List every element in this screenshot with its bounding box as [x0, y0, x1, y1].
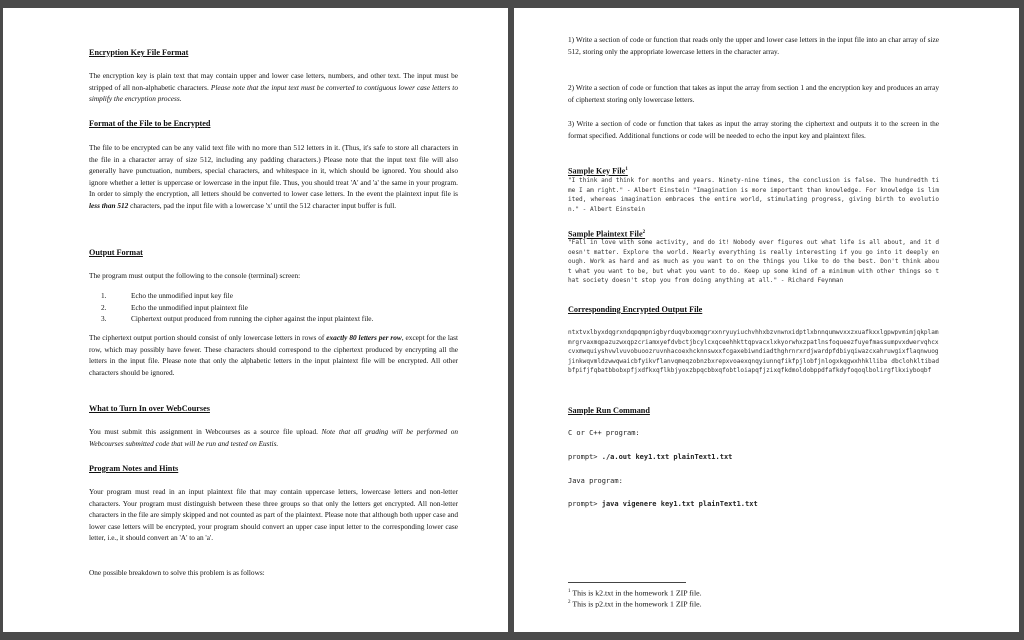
- encrypted-output-file-text: ntxtvxlbyxdqgrxndqpqmpnigbyrduqvbxxmqgrxxnryuyiuchvhhxbzvnwnxidptlxbnnqumwvxxzxuafkxxlgpwpvmimjqkplammrgrvaxmqpazuzwxqpzcriamxyefdvbctjbcylcxqceehhkttqpvacxlxkyorwhxzpatlnsfoqueezfuyefmassumpvxdwervqhcxcvxmwquiyshvwlvuvobuoozruvnhacoexhcknnswxxfcgaxebiwndiadthghrnrxrdjwardpfdbiyqiwazcxahruwgixflaqnwuogjinkwqvmldzwwqwaicbfyikvflanvqmeqzobnzbxrepxvoaexqnqyiunnqfikfpjlobfjnlogxkqgwxhhklliba dbclohkltibadbfpifjfqbatbbobxpfjxdfkxqflkbjyoxzbpqcbbxqfobtloiapqfjzixqfkdmoldobppdfafkdyfoqoqlbolirgflkxiyboqbf: [568, 329, 939, 375]
- run-java-label: Java program:: [568, 477, 623, 485]
- heading-sample-key-file: Sample Key File$^1$: [568, 166, 628, 176]
- heading-encrypted-output-file: Corresponding Encrypted Output File: [568, 305, 703, 314]
- document-page-left: [3, 8, 508, 632]
- paragraph-key-file-format: The encryption key is plain text that may contain upper and lower case letters, numbers, and other text. The input must be stripped of all non-alphabetic characters. Please note that the input text must be converted to contiguous lower case letters to simplify the encryption process.: [89, 71, 458, 104]
- paragraph-output-format: The program must output the following to the console (terminal) screen:: [89, 271, 301, 280]
- paragraph-file-format: The file to be encrypted can be any valid text file with no more than 512 letters in it. (Thus, it's safe to store all characters in the file in a character array of size 512, including any padding characters.) Please note that the input text file will also generally have punctuation, numbers, special characters, and whitespace in it, which should be ignored. You should also ignore whether a letter is uppercase or lowercase in the input file. Thus, you should treat 'A' and 'a' the same in your program. In order to simply the encryption, all letters should be converted to lower case letters. In the event the plaintext input file is less than 512 characters, pad the input file with a lowercase 'x' until the 512 character input buffer is full.: [89, 143, 458, 210]
- sample-plaintext-file-text: "Fall in love with some activity, and do it! Nobody ever figures out what life is all about, and it doesn't matter. Explore the world. Nearly everything is really interesting if you go into it deeply enough. Work as hard and as much as you want to on the things you like to do the best. Don't think about what you want to be, but what you want to do. Keep up some kind of a minimum with other things so that society doesn't stop you from doing anything at all." - Richard Feynman: [568, 239, 939, 285]
- run-c-label: C or C++ program:: [568, 429, 640, 437]
- footnote-1: $^1$ This is k2.txt in the homework 1 ZIP file.: [568, 588, 702, 598]
- paragraph-turn-in: You must submit this assignment in Webcourses as a source file upload. Note that all grading will be performed on Webcourses submitted code that will be run and tested on Eustis.: [89, 427, 458, 448]
- heading-sample-plaintext-file: Sample Plaintext File$^2$: [568, 229, 646, 239]
- footnote-separator: [568, 582, 686, 583]
- list-item: 1. Echo the unmodified input key file: [101, 291, 233, 300]
- document-page-right: [514, 8, 1019, 632]
- heading-turn-in: What to Turn In over WebCourses: [89, 404, 210, 413]
- heading-program-notes: Program Notes and Hints: [89, 464, 179, 473]
- paragraph-program-notes: Your program must read in an input plaintext file that may contain uppercase letters, lowercase letters and non-letter characters. Your program must distinguish between these three groups so that only the letters get encrypted. All non-letter characters in the file are simply skipped and not counted as part of the plaintext. Please note that although both upper case and lower case letters will be encrypted, your program should convert an upper case input letter to the corresponding lower case letter, i.e., it should convert an 'A' to an 'a'.: [89, 487, 458, 543]
- paragraph-ciphertext: The ciphertext output portion should consist of only lowercase letters in rows of exactly 80 letters per row, except for the last row, which may possibly have fewer. These characters should correspond to the ciphertext produced by encrypting all the letters in the input file. Please note that only the alphabetic letters in the input plaintext file will be encrypted. All other characters should be ignored.: [89, 333, 458, 377]
- output-list: [89, 290, 458, 325]
- heading-output-format: Output Format: [89, 248, 143, 257]
- heading-file-format: Format of the File to be Encrypted: [89, 119, 211, 128]
- list-item: 3. Ciphertext output produced from running the cipher against the input plaintext file.: [101, 314, 374, 323]
- heading-sample-run-command: Sample Run Command: [568, 406, 650, 415]
- run-java-command: prompt> java vigenere key1.txt plainText1.txt: [568, 500, 758, 508]
- paragraph-step-3: 3) Write a section of code or function that takes as input the array storing the ciphertext and outputs it to the screen in the format specified. Additional functions or code will be needed to echo the input key and plaintext files.: [568, 119, 939, 140]
- paragraph-step-1: 1) Write a section of code or function that reads only the upper and lower case letters in the input file into an char array of size 512, storing only the appropriate lowercase letters in the character array.: [568, 35, 939, 56]
- paragraph-step-2: 2) Write a section of code or function that takes as input the array from section 1 and the encryption key and produces an array of ciphertext storing only lowercase letters.: [568, 83, 939, 104]
- heading-key-file-format: Encryption Key File Format: [89, 48, 189, 57]
- paragraph-breakdown: One possible breakdown to solve this problem is as follows:: [89, 568, 265, 577]
- footnote-2: $^2$ This is p2.txt in the homework 1 ZIP file.: [568, 599, 702, 609]
- run-c-command: prompt> ./a.out key1.txt plainText1.txt: [568, 453, 733, 461]
- sample-key-file-text: "I think and think for months and years. Ninety-nine times, the conclusion is false. The hundredth time I am right." - Albert Einstein "Imagination is more important than knowledge. For knowledge is limited, whereas imagination embraces the entire world, stimulating progress, giving birth to evolution." - Albert Einstein: [568, 177, 939, 213]
- list-item: 2. Echo the unmodified input plaintext file: [101, 302, 248, 312]
